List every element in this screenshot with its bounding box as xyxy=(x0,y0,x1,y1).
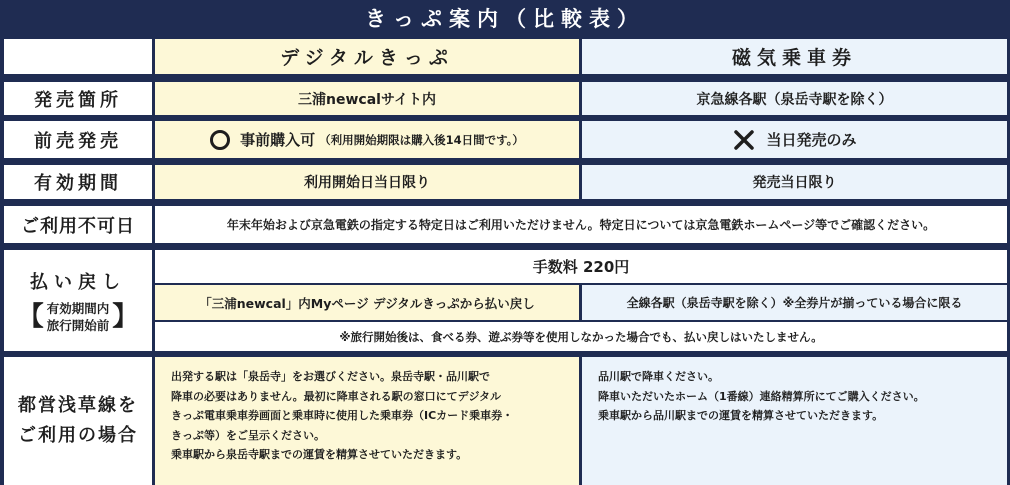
toei-digital-line: 出発する駅は「泉岳寺」をお選びください。泉岳寺駅・品川駅で xyxy=(171,370,490,383)
header-empty-cell xyxy=(4,39,152,74)
refund-digital: 「三浦newcal」内Myページ デジタルきっぷから払い戻し xyxy=(155,285,579,320)
refund-note: ※旅行開始後は、食べる券、遊ぶ券等を使用しなかった場合でも、払い戻しはいたしません。 xyxy=(155,322,1007,351)
validity-digital: 利用開始日当日限り xyxy=(155,165,579,199)
validity-magnetic: 発売当日限り xyxy=(582,165,1007,199)
advance-sale-magnetic-text: 当日発売のみ xyxy=(766,131,857,149)
toei-digital-line: 乗車駅から泉岳寺駅までの運賃を精算させていただきます。 xyxy=(171,448,468,461)
advance-sale-digital xyxy=(155,121,579,158)
unavailable-dates-text: 年末年始および京急電鉄の指定する特定日はご利用いただけません。特定日については京急電鉄ホームページ等でご確認ください。 xyxy=(155,206,1007,243)
bracket-close: 】 xyxy=(112,301,139,332)
refund-condition xyxy=(18,300,139,334)
refund-magnetic: 全線各駅（泉岳寺駅を除く）※全券片が揃っている場合に限る xyxy=(582,285,1007,320)
refund-condition-line1: 有効期間内 xyxy=(46,300,110,316)
column-header-magnetic: 磁気乗車券 xyxy=(582,39,1007,74)
toei-digital-line: きっぷ電車乗車券画面と乗車時に使用した乗車券（ICカード乗車券・ xyxy=(171,409,514,422)
row-label-unavailable-dates: ご利用不可日 xyxy=(4,206,152,243)
refund-condition-text xyxy=(47,300,110,334)
circle-icon xyxy=(210,130,230,150)
bracket-open: 【 xyxy=(17,301,44,332)
row-label-refund xyxy=(4,250,152,351)
toei-magnetic-line: 品川駅で降車ください。 xyxy=(598,370,719,383)
toei-label-line1: 都営浅草線を xyxy=(18,395,138,416)
advance-sale-magnetic xyxy=(582,121,1007,158)
toei-magnetic-line: 乗車駅から品川駅までの運賃を精算させていただきます。 xyxy=(598,409,884,422)
row-label-sales-location: 発売箇所 xyxy=(4,82,152,115)
toei-digital-line: 降車の必要はありません。最初に降車される駅の窓口にてデジタル xyxy=(171,389,501,403)
refund-condition-line2: 旅行開始前 xyxy=(46,317,110,333)
sales-location-magnetic: 京急線各駅（泉岳寺駅を除く） xyxy=(582,82,1007,115)
cross-icon xyxy=(732,128,756,152)
row-label-advance-sale: 前売発売 xyxy=(4,121,152,158)
sales-location-digital: 三浦newcalサイト内 xyxy=(155,82,579,115)
refund-fee: 手数料 220円 xyxy=(155,250,1007,283)
toei-digital-instructions xyxy=(155,357,579,485)
advance-sale-digital-main: 事前購入可 xyxy=(240,131,316,149)
row-label-validity: 有効期間 xyxy=(4,165,152,199)
advance-sale-digital-note: （利用開始期限は購入後14日間です。） xyxy=(319,132,524,147)
row-label-toei-asakusa xyxy=(4,357,152,485)
toei-magnetic-instructions xyxy=(582,357,1007,485)
toei-label-line2: ご利用の場合 xyxy=(18,425,138,446)
refund-title: 払い戻し xyxy=(30,271,126,293)
page-title: きっぷ案内（比較表） xyxy=(0,0,1010,36)
toei-magnetic-line: 降車いただいたホーム（1番線）連絡精算所にてご購入ください。 xyxy=(598,389,925,403)
toei-digital-line: きっぷ等）をご呈示ください。 xyxy=(171,428,325,442)
column-header-digital: デジタルきっぷ xyxy=(155,39,579,74)
